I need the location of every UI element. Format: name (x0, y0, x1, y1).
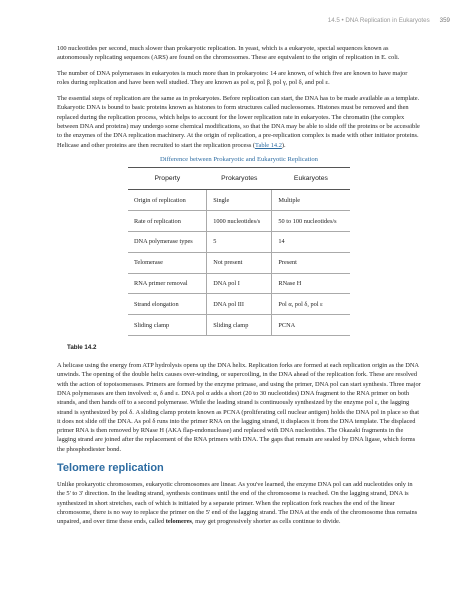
table-cell: Not present (207, 252, 272, 273)
table-title: Difference between Prokaryotic and Eukaryotic Replication (160, 156, 318, 164)
paragraph-5-end: , may get progressively shorter as cells continue to divide. (191, 518, 341, 526)
table-cell: PCNA (272, 315, 350, 336)
paragraph-3-text: The essential steps of replication are the same as in prokaryotes. Before replication can start, the DNA has to be made available as a template. Eukaryotic DNA is bound to basic proteins known as histones to form structures called nucleosomes. Histones must be removed and then replaced during the replication process, which helps to account for the lower replication rate in eukaryotes. The chromatin (the complex between DNA and proteins) may undergo some chemical modifications, so that the DNA may be able to slide off the proteins or be accessible to the enzymes of the DNA replication machinery. At the origin of replication, a pre-replication complex is made with other initiator proteins. Helicase and other proteins are then recruited to start the replication process ( (57, 95, 420, 149)
table-cell: Sliding clamp (207, 315, 272, 336)
comparison-table (128, 167, 350, 336)
table-cell: Pol α, pol δ, pol ε (272, 294, 350, 315)
table-cell: Rate of replication (128, 211, 207, 232)
section-title: 14.5 • DNA Replication in Eukaryotes (327, 17, 430, 24)
header-property: Property (128, 168, 207, 190)
page-number: 359 (439, 17, 450, 24)
table-row (128, 252, 350, 273)
table-row (128, 315, 350, 336)
running-header (328, 17, 450, 24)
table-cell: 1000 nucleotides/s (207, 211, 272, 232)
table-row (128, 190, 350, 211)
paragraph-5-text: Unlike prokaryotic chromosomes, eukaryotic chromosomes are linear. As you've learned, the enzyme DNA pol can add nucleotides only in the 5' to 3' direction. In the leading strand, synthesis continues until the end of the chromosome is reached. On the lagging strand, DNA is synthesized in short stretches, each of which is initiated by a separate primer. When the replication fork reaches the end of the linear chromosome, there is no way to replace the primer on the 5' end of the lagging strand. The DNA at the ends of the chromosome thus remains unpaired, and over time these ends, called (57, 481, 418, 526)
table-cell: DNA pol I (207, 273, 272, 294)
table-cell: Sliding clamp (128, 315, 207, 336)
paragraph-3-end: ). (281, 141, 286, 149)
paragraph-3 (57, 94, 421, 150)
table-row (128, 211, 350, 232)
page-content (57, 44, 421, 533)
table-cell: Multiple (272, 190, 350, 211)
table-cell: RNA primer removal (128, 273, 207, 294)
table-cell: Telomerase (128, 252, 207, 273)
table-cell: 50 to 100 nucleotides/s (272, 211, 350, 232)
table-row (128, 232, 350, 253)
header-eukaryotes: Eukaryotes (272, 168, 350, 190)
table-header-row (128, 168, 350, 190)
header-prokaryotes: Prokaryotes (207, 168, 272, 190)
paragraph-4: A helicase using the energy from ATP hydrolysis opens up the DNA helix. Replication forks are formed at each replication origin as the DNA unwinds. The opening of the double helix causes over-winding, or supercoiling, in the DNA ahead of the replication fork. These are resolved with the action of topoisomerases. Primers are formed by the enzyme primase, and using the primer, DNA pol can start synthesis. Three major DNA polymerases are then involved: α, δ and ε. DNA pol α adds a short (20 to 30 nucleotides) DNA fragment to the RNA primer on both strands, and then hands off to a second polymerase. While the leading strand is continuously synthesized by the enzyme pol ε, the lagging strand is synthesized by pol δ. A sliding clamp protein known as PCNA (proliferating cell nuclear antigen) holds the DNA pol in place so that it does not slide off the DNA. As pol δ runs into the primer RNA on the lagging strand, it displaces it from the DNA template. The displaced primer RNA is then removed by RNase H (AKA flap-endonuclease) and replaced with DNA nucleotides. The Okazaki fragments in the lagging strand are joined after the replacement of the RNA primers with DNA. The gaps that remain are sealed by DNA ligase, which forms the phosphodiester bond. (57, 362, 421, 453)
paragraph-2: The number of DNA polymerases in eukaryotes is much more than in prokaryotes: 14 are known, of which five are known to have major roles during replication and have been well studied. They are known as pol α, pol β, pol γ, pol δ, and pol ε. (57, 70, 408, 87)
table-cell: Strand elongation (128, 294, 207, 315)
table-row (128, 294, 350, 315)
table-cell: Origin of replication (128, 190, 207, 211)
table-cell: RNase H (272, 273, 350, 294)
table-cell: Present (272, 252, 350, 273)
paragraph-5 (57, 480, 421, 526)
table-label: Table 14.2 (67, 344, 97, 352)
table-cell: Single (207, 190, 272, 211)
table-link[interactable]: Table 14.2 (255, 141, 282, 149)
table-cell: 5 (207, 232, 272, 253)
telomeres-term: telomeres (165, 518, 192, 526)
table-cell: 14 (272, 232, 350, 253)
table-cell: DNA pol III (207, 294, 272, 315)
table-row (128, 273, 350, 294)
section-heading: Telomere replication (57, 462, 164, 475)
table-cell: DNA polymerase types (128, 232, 207, 253)
paragraph-1: 100 nucleotides per second, much slower than prokaryotic replication. In yeast, which is a eukaryote, special sequences known as autonomously replicating sequences (ARS) are found on the chromosomes. These are equivalent to the origin of replication in E. coli. (57, 45, 400, 62)
